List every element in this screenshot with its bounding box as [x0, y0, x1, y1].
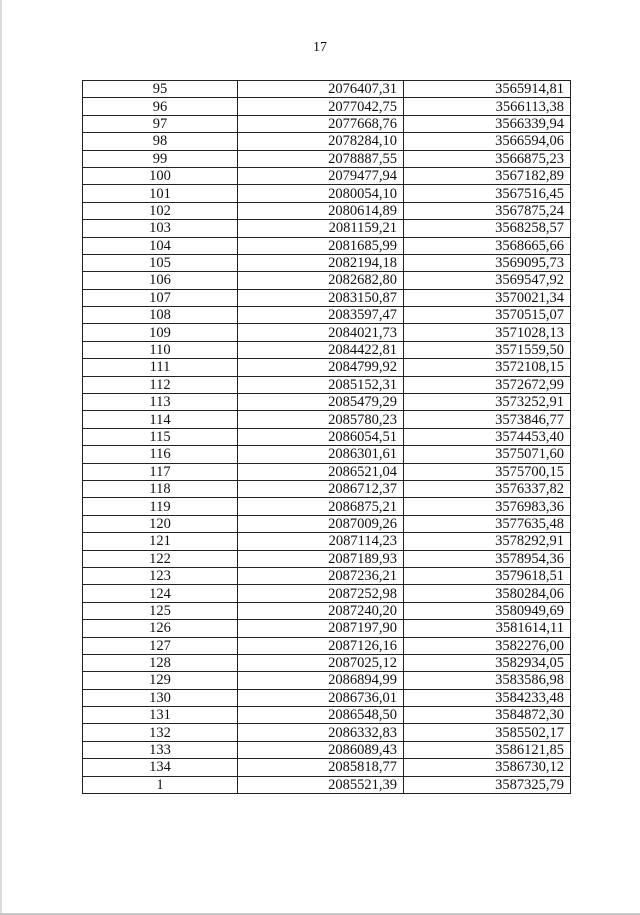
point-number-cell: 110: [83, 341, 238, 358]
point-number-cell: 108: [83, 307, 238, 324]
point-number-cell: 125: [83, 602, 238, 619]
point-number-cell: 119: [83, 498, 238, 515]
x-coordinate-cell: 2087189,93: [238, 550, 404, 567]
y-coordinate-cell: 3582276,00: [404, 637, 571, 654]
table-row: [83, 324, 571, 341]
y-coordinate-cell: 3568665,66: [404, 237, 571, 254]
table-row: [83, 359, 571, 376]
y-coordinate-cell: 3570515,07: [404, 307, 571, 324]
table-row: [83, 654, 571, 671]
x-coordinate-cell: 2081159,21: [238, 220, 404, 237]
point-number-cell: 123: [83, 567, 238, 584]
table-row: [83, 724, 571, 741]
x-coordinate-cell: 2087197,90: [238, 620, 404, 637]
y-coordinate-cell: 3584233,48: [404, 689, 571, 706]
point-number-cell: 132: [83, 724, 238, 741]
x-coordinate-cell: 2086548,50: [238, 707, 404, 724]
y-coordinate-cell: 3573846,77: [404, 411, 571, 428]
point-number-cell: 102: [83, 202, 238, 219]
point-number-cell: 112: [83, 376, 238, 393]
x-coordinate-cell: 2086736,01: [238, 689, 404, 706]
table-row: [83, 620, 571, 637]
x-coordinate-cell: 2078887,55: [238, 150, 404, 167]
point-number-cell: 109: [83, 324, 238, 341]
y-coordinate-cell: 3586730,12: [404, 759, 571, 776]
table-row: [83, 585, 571, 602]
x-coordinate-cell: 2082682,80: [238, 272, 404, 289]
scan-edge-left: [0, 0, 2, 915]
point-number-cell: 98: [83, 133, 238, 150]
x-coordinate-cell: 2085780,23: [238, 411, 404, 428]
table-row: [83, 289, 571, 306]
table-row: [83, 480, 571, 497]
x-coordinate-cell: 2084799,92: [238, 359, 404, 376]
y-coordinate-cell: 3573252,91: [404, 394, 571, 411]
point-number-cell: 129: [83, 672, 238, 689]
x-coordinate-cell: 2078284,10: [238, 133, 404, 150]
x-coordinate-cell: 2086712,37: [238, 480, 404, 497]
y-coordinate-cell: 3577635,48: [404, 515, 571, 532]
x-coordinate-cell: 2087114,23: [238, 533, 404, 550]
point-number-cell: 100: [83, 167, 238, 184]
x-coordinate-cell: 2082194,18: [238, 254, 404, 271]
table-row: [83, 637, 571, 654]
y-coordinate-cell: 3578954,36: [404, 550, 571, 567]
y-coordinate-cell: 3567516,45: [404, 185, 571, 202]
x-coordinate-cell: 2080054,10: [238, 185, 404, 202]
y-coordinate-cell: 3583586,98: [404, 672, 571, 689]
table-row: [83, 498, 571, 515]
point-number-cell: 128: [83, 654, 238, 671]
table-row: [83, 167, 571, 184]
x-coordinate-cell: 2086301,61: [238, 446, 404, 463]
x-coordinate-cell: 2086875,21: [238, 498, 404, 515]
x-coordinate-cell: 2087252,98: [238, 585, 404, 602]
x-coordinate-cell: 2086089,43: [238, 741, 404, 758]
point-number-cell: 118: [83, 480, 238, 497]
point-number-cell: 122: [83, 550, 238, 567]
table-row: [83, 341, 571, 358]
x-coordinate-cell: 2083150,87: [238, 289, 404, 306]
table-row: [83, 98, 571, 115]
x-coordinate-cell: 2083597,47: [238, 307, 404, 324]
table-row: [83, 776, 571, 793]
x-coordinate-cell: 2086894,99: [238, 672, 404, 689]
x-coordinate-cell: 2087025,12: [238, 654, 404, 671]
point-number-cell: 1: [83, 776, 238, 793]
y-coordinate-cell: 3579618,51: [404, 567, 571, 584]
page-number: 17: [313, 40, 327, 55]
y-coordinate-cell: 3572108,15: [404, 359, 571, 376]
x-coordinate-cell: 2076407,31: [238, 81, 404, 98]
point-number-cell: 101: [83, 185, 238, 202]
y-coordinate-cell: 3585502,17: [404, 724, 571, 741]
coordinates-table: [82, 80, 571, 794]
table-row: [83, 272, 571, 289]
point-number-cell: 120: [83, 515, 238, 532]
x-coordinate-cell: 2084422,81: [238, 341, 404, 358]
y-coordinate-cell: 3576337,82: [404, 480, 571, 497]
point-number-cell: 107: [83, 289, 238, 306]
point-number-cell: 105: [83, 254, 238, 271]
table-row: [83, 202, 571, 219]
table-row: [83, 220, 571, 237]
y-coordinate-cell: 3566875,23: [404, 150, 571, 167]
y-coordinate-cell: 3581614,11: [404, 620, 571, 637]
y-coordinate-cell: 3575071,60: [404, 446, 571, 463]
y-coordinate-cell: 3570021,34: [404, 289, 571, 306]
y-coordinate-cell: 3574453,40: [404, 428, 571, 445]
point-number-cell: 104: [83, 237, 238, 254]
x-coordinate-cell: 2087009,26: [238, 515, 404, 532]
point-number-cell: 95: [83, 81, 238, 98]
x-coordinate-cell: 2087240,20: [238, 602, 404, 619]
table-row: [83, 672, 571, 689]
y-coordinate-cell: 3580284,06: [404, 585, 571, 602]
table-row: [83, 446, 571, 463]
point-number-cell: 103: [83, 220, 238, 237]
y-coordinate-cell: 3587325,79: [404, 776, 571, 793]
table-row: [83, 185, 571, 202]
y-coordinate-cell: 3571559,50: [404, 341, 571, 358]
x-coordinate-cell: 2080614,89: [238, 202, 404, 219]
table-row: [83, 81, 571, 98]
table-row: [83, 550, 571, 567]
point-number-cell: 116: [83, 446, 238, 463]
table-row: [83, 150, 571, 167]
point-number-cell: 133: [83, 741, 238, 758]
y-coordinate-cell: 3572672,99: [404, 376, 571, 393]
table-row: [83, 376, 571, 393]
x-coordinate-cell: 2085521,39: [238, 776, 404, 793]
y-coordinate-cell: 3584872,30: [404, 707, 571, 724]
table-row: [83, 533, 571, 550]
coordinates-table-body: [83, 81, 571, 794]
point-number-cell: 111: [83, 359, 238, 376]
y-coordinate-cell: 3567875,24: [404, 202, 571, 219]
point-number-cell: 121: [83, 533, 238, 550]
table-row: [83, 567, 571, 584]
y-coordinate-cell: 3566594,06: [404, 133, 571, 150]
y-coordinate-cell: 3565914,81: [404, 81, 571, 98]
y-coordinate-cell: 3580949,69: [404, 602, 571, 619]
x-coordinate-cell: 2077042,75: [238, 98, 404, 115]
point-number-cell: 117: [83, 463, 238, 480]
y-coordinate-cell: 3582934,05: [404, 654, 571, 671]
x-coordinate-cell: 2085818,77: [238, 759, 404, 776]
x-coordinate-cell: 2087236,21: [238, 567, 404, 584]
point-number-cell: 127: [83, 637, 238, 654]
y-coordinate-cell: 3571028,13: [404, 324, 571, 341]
table-row: [83, 741, 571, 758]
table-row: [83, 133, 571, 150]
point-number-cell: 131: [83, 707, 238, 724]
y-coordinate-cell: 3576983,36: [404, 498, 571, 515]
x-coordinate-cell: 2087126,16: [238, 637, 404, 654]
point-number-cell: 134: [83, 759, 238, 776]
x-coordinate-cell: 2077668,76: [238, 115, 404, 132]
point-number-cell: 130: [83, 689, 238, 706]
point-number-cell: 114: [83, 411, 238, 428]
point-number-cell: 115: [83, 428, 238, 445]
point-number-cell: 126: [83, 620, 238, 637]
table-row: [83, 254, 571, 271]
x-coordinate-cell: 2079477,94: [238, 167, 404, 184]
table-row: [83, 602, 571, 619]
point-number-cell: 97: [83, 115, 238, 132]
table-row: [83, 428, 571, 445]
x-coordinate-cell: 2086521,04: [238, 463, 404, 480]
y-coordinate-cell: 3578292,91: [404, 533, 571, 550]
point-number-cell: 96: [83, 98, 238, 115]
y-coordinate-cell: 3566113,38: [404, 98, 571, 115]
table-row: [83, 307, 571, 324]
point-number-cell: 106: [83, 272, 238, 289]
table-row: [83, 463, 571, 480]
point-number-cell: 99: [83, 150, 238, 167]
y-coordinate-cell: 3569095,73: [404, 254, 571, 271]
y-coordinate-cell: 3569547,92: [404, 272, 571, 289]
table-row: [83, 707, 571, 724]
x-coordinate-cell: 2085152,31: [238, 376, 404, 393]
table-row: [83, 759, 571, 776]
point-number-cell: 124: [83, 585, 238, 602]
x-coordinate-cell: 2081685,99: [238, 237, 404, 254]
y-coordinate-cell: 3566339,94: [404, 115, 571, 132]
table-row: [83, 689, 571, 706]
table-row: [83, 515, 571, 532]
y-coordinate-cell: 3586121,85: [404, 741, 571, 758]
y-coordinate-cell: 3568258,57: [404, 220, 571, 237]
point-number-cell: 113: [83, 394, 238, 411]
x-coordinate-cell: 2086332,83: [238, 724, 404, 741]
y-coordinate-cell: 3575700,15: [404, 463, 571, 480]
y-coordinate-cell: 3567182,89: [404, 167, 571, 184]
x-coordinate-cell: 2086054,51: [238, 428, 404, 445]
table-row: [83, 394, 571, 411]
x-coordinate-cell: 2085479,29: [238, 394, 404, 411]
table-row: [83, 237, 571, 254]
x-coordinate-cell: 2084021,73: [238, 324, 404, 341]
table-row: [83, 411, 571, 428]
table-row: [83, 115, 571, 132]
